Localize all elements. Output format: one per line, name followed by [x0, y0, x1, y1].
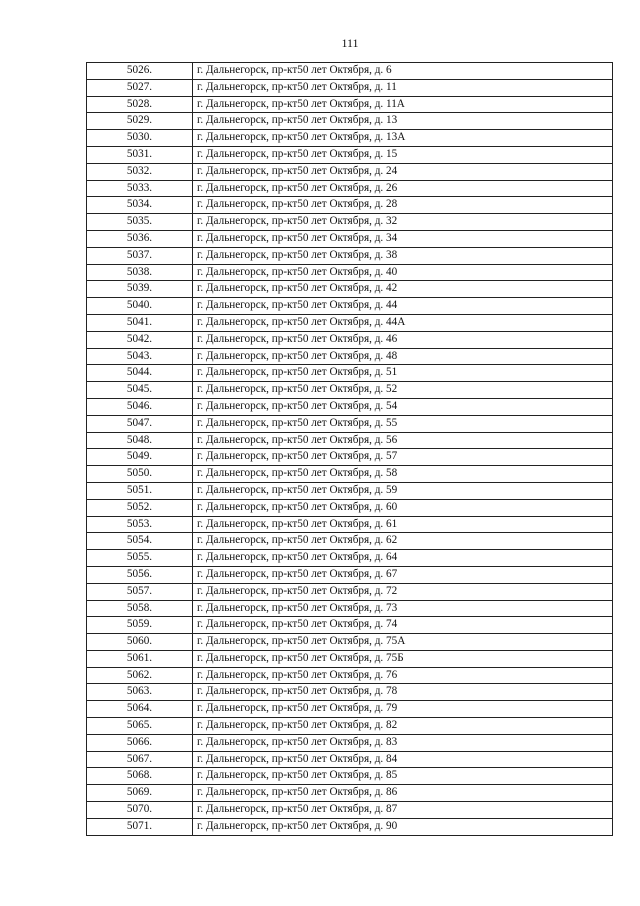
table-row — [87, 751, 613, 768]
table-row — [87, 650, 613, 667]
table-row — [87, 230, 613, 247]
table-row — [87, 600, 613, 617]
row-number: 5062. — [87, 667, 193, 684]
row-number: 5033. — [87, 180, 193, 197]
table-row — [87, 449, 613, 466]
row-number: 5057. — [87, 583, 193, 600]
row-number: 5063. — [87, 684, 193, 701]
row-address: г. Дальнегорск, пр-кт50 лет Октября, д. 67 — [193, 566, 613, 583]
row-number: 5051. — [87, 482, 193, 499]
row-number: 5037. — [87, 247, 193, 264]
row-address: г. Дальнегорск, пр-кт50 лет Октября, д. 52 — [193, 382, 613, 399]
table-row — [87, 96, 613, 113]
table-row — [87, 634, 613, 651]
address-table — [86, 62, 613, 836]
table-row — [87, 667, 613, 684]
row-number: 5064. — [87, 701, 193, 718]
row-number: 5042. — [87, 331, 193, 348]
row-address: г. Дальнегорск, пр-кт50 лет Октября, д. 72 — [193, 583, 613, 600]
table-row — [87, 617, 613, 634]
row-address: г. Дальнегорск, пр-кт50 лет Октября, д. 15 — [193, 146, 613, 163]
row-number: 5043. — [87, 348, 193, 365]
row-number: 5026. — [87, 63, 193, 80]
row-number: 5052. — [87, 499, 193, 516]
row-address: г. Дальнегорск, пр-кт50 лет Октября, д. 48 — [193, 348, 613, 365]
table-row — [87, 734, 613, 751]
row-number: 5068. — [87, 768, 193, 785]
row-address: г. Дальнегорск, пр-кт50 лет Октября, д. 61 — [193, 516, 613, 533]
table-row — [87, 718, 613, 735]
row-address: г. Дальнегорск, пр-кт50 лет Октября, д. 26 — [193, 180, 613, 197]
row-number: 5040. — [87, 298, 193, 315]
row-address: г. Дальнегорск, пр-кт50 лет Октября, д. 32 — [193, 214, 613, 231]
row-address: г. Дальнегорск, пр-кт50 лет Октября, д. 90 — [193, 818, 613, 835]
row-address: г. Дальнегорск, пр-кт50 лет Октября, д. 78 — [193, 684, 613, 701]
table-row — [87, 247, 613, 264]
row-address: г. Дальнегорск, пр-кт50 лет Октября, д. 56 — [193, 432, 613, 449]
row-address: г. Дальнегорск, пр-кт50 лет Октября, д. 75А — [193, 634, 613, 651]
table-row — [87, 214, 613, 231]
table-row — [87, 163, 613, 180]
row-number: 5048. — [87, 432, 193, 449]
row-number: 5053. — [87, 516, 193, 533]
row-number: 5050. — [87, 466, 193, 483]
row-address: г. Дальнегорск, пр-кт50 лет Октября, д. 42 — [193, 281, 613, 298]
row-address: г. Дальнегорск, пр-кт50 лет Октября, д. 57 — [193, 449, 613, 466]
row-number: 5036. — [87, 230, 193, 247]
row-address: г. Дальнегорск, пр-кт50 лет Октября, д. 24 — [193, 163, 613, 180]
table-row — [87, 499, 613, 516]
table-row — [87, 516, 613, 533]
row-address: г. Дальнегорск, пр-кт50 лет Октября, д. 6 — [193, 63, 613, 80]
table-row — [87, 197, 613, 214]
row-address: г. Дальнегорск, пр-кт50 лет Октября, д. 28 — [193, 197, 613, 214]
table-row — [87, 314, 613, 331]
row-address: г. Дальнегорск, пр-кт50 лет Октября, д. 76 — [193, 667, 613, 684]
row-number: 5066. — [87, 734, 193, 751]
row-address: г. Дальнегорск, пр-кт50 лет Октября, д. 11 — [193, 79, 613, 96]
row-address: г. Дальнегорск, пр-кт50 лет Октября, д. 40 — [193, 264, 613, 281]
row-address: г. Дальнегорск, пр-кт50 лет Октября, д. 59 — [193, 482, 613, 499]
row-address: г. Дальнегорск, пр-кт50 лет Октября, д. 60 — [193, 499, 613, 516]
table-row — [87, 146, 613, 163]
table-row — [87, 180, 613, 197]
table-row — [87, 802, 613, 819]
row-number: 5034. — [87, 197, 193, 214]
row-address: г. Дальнегорск, пр-кт50 лет Октября, д. 86 — [193, 785, 613, 802]
table-row — [87, 785, 613, 802]
row-address: г. Дальнегорск, пр-кт50 лет Октября, д. 83 — [193, 734, 613, 751]
page-number: 111 — [341, 36, 359, 50]
address-table-body — [87, 63, 613, 836]
row-address: г. Дальнегорск, пр-кт50 лет Октября, д. 55 — [193, 415, 613, 432]
table-row — [87, 113, 613, 130]
row-address: г. Дальнегорск, пр-кт50 лет Октября, д. 87 — [193, 802, 613, 819]
table-row — [87, 79, 613, 96]
row-address: г. Дальнегорск, пр-кт50 лет Октября, д. 13А — [193, 130, 613, 147]
row-number: 5035. — [87, 214, 193, 231]
table-row — [87, 583, 613, 600]
row-address: г. Дальнегорск, пр-кт50 лет Октября, д. 46 — [193, 331, 613, 348]
row-address: г. Дальнегорск, пр-кт50 лет Октября, д. 75Б — [193, 650, 613, 667]
table-row — [87, 818, 613, 835]
table-row — [87, 63, 613, 80]
row-address: г. Дальнегорск, пр-кт50 лет Октября, д. 82 — [193, 718, 613, 735]
table-row — [87, 566, 613, 583]
table-row — [87, 281, 613, 298]
row-address: г. Дальнегорск, пр-кт50 лет Октября, д. 44А — [193, 314, 613, 331]
row-number: 5039. — [87, 281, 193, 298]
table-row — [87, 298, 613, 315]
row-number: 5061. — [87, 650, 193, 667]
row-address: г. Дальнегорск, пр-кт50 лет Октября, д. 58 — [193, 466, 613, 483]
row-address: г. Дальнегорск, пр-кт50 лет Октября, д. 85 — [193, 768, 613, 785]
table-row — [87, 768, 613, 785]
row-number: 5056. — [87, 566, 193, 583]
row-address: г. Дальнегорск, пр-кт50 лет Октября, д. 64 — [193, 550, 613, 567]
row-address: г. Дальнегорск, пр-кт50 лет Октября, д. 11А — [193, 96, 613, 113]
row-number: 5031. — [87, 146, 193, 163]
table-row — [87, 365, 613, 382]
row-number: 5055. — [87, 550, 193, 567]
row-number: 5049. — [87, 449, 193, 466]
row-number: 5030. — [87, 130, 193, 147]
table-row — [87, 348, 613, 365]
row-number: 5067. — [87, 751, 193, 768]
row-address: г. Дальнегорск, пр-кт50 лет Октября, д. 54 — [193, 398, 613, 415]
table-row — [87, 466, 613, 483]
row-number: 5054. — [87, 533, 193, 550]
row-number: 5059. — [87, 617, 193, 634]
row-address: г. Дальнегорск, пр-кт50 лет Октября, д. 84 — [193, 751, 613, 768]
row-address: г. Дальнегорск, пр-кт50 лет Октября, д. 73 — [193, 600, 613, 617]
row-number: 5038. — [87, 264, 193, 281]
row-number: 5060. — [87, 634, 193, 651]
row-number: 5045. — [87, 382, 193, 399]
table-row — [87, 331, 613, 348]
row-address: г. Дальнегорск, пр-кт50 лет Октября, д. 38 — [193, 247, 613, 264]
row-number: 5070. — [87, 802, 193, 819]
row-number: 5044. — [87, 365, 193, 382]
row-number: 5058. — [87, 600, 193, 617]
table-row — [87, 264, 613, 281]
row-number: 5032. — [87, 163, 193, 180]
row-number: 5046. — [87, 398, 193, 415]
table-row — [87, 398, 613, 415]
row-address: г. Дальнегорск, пр-кт50 лет Октября, д. 44 — [193, 298, 613, 315]
row-address: г. Дальнегорск, пр-кт50 лет Октября, д. 51 — [193, 365, 613, 382]
row-number: 5069. — [87, 785, 193, 802]
row-number: 5029. — [87, 113, 193, 130]
table-row — [87, 684, 613, 701]
row-address: г. Дальнегорск, пр-кт50 лет Октября, д. 79 — [193, 701, 613, 718]
table-row — [87, 701, 613, 718]
row-number: 5065. — [87, 718, 193, 735]
table-row — [87, 432, 613, 449]
row-number: 5071. — [87, 818, 193, 835]
row-address: г. Дальнегорск, пр-кт50 лет Октября, д. 62 — [193, 533, 613, 550]
row-address: г. Дальнегорск, пр-кт50 лет Октября, д. 74 — [193, 617, 613, 634]
row-number: 5041. — [87, 314, 193, 331]
table-row — [87, 130, 613, 147]
row-address: г. Дальнегорск, пр-кт50 лет Октября, д. 13 — [193, 113, 613, 130]
table-row — [87, 550, 613, 567]
row-address: г. Дальнегорск, пр-кт50 лет Октября, д. 34 — [193, 230, 613, 247]
table-row — [87, 533, 613, 550]
row-number: 5027. — [87, 79, 193, 96]
table-row — [87, 415, 613, 432]
table-row — [87, 382, 613, 399]
row-number: 5028. — [87, 96, 193, 113]
row-number: 5047. — [87, 415, 193, 432]
table-row — [87, 482, 613, 499]
